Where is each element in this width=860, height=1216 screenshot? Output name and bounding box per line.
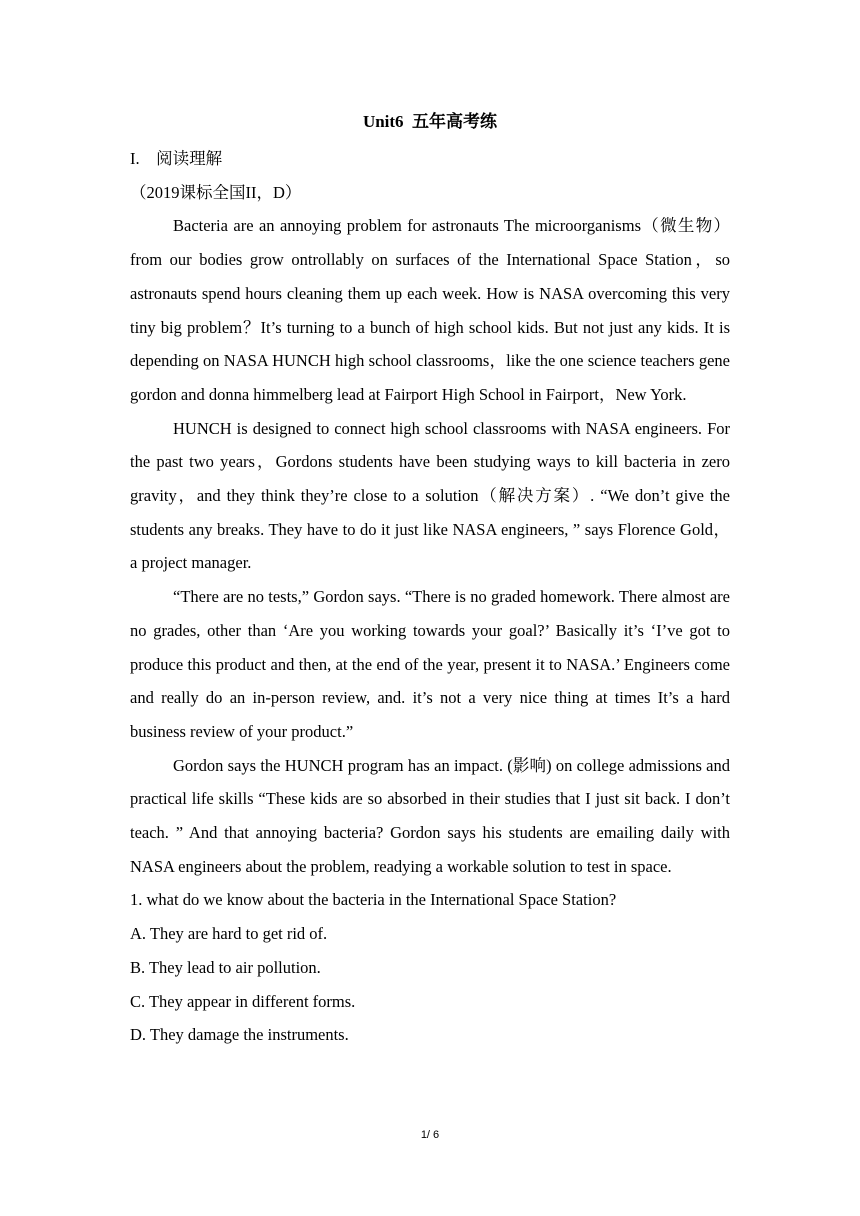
paragraph-1: Bacteria are an annoying problem for astronauts The microorganisms（微生物）from our bodies grow ontrollably on surfaces of the International Space Station，so astronauts spend hours cleaning them up each week. How is NASA overcoming this very tiny big problem？It’s turning to a bunch of high school kids. But not just any kids. It is depending on NASA HUNCH high school classrooms，like the one science teachers gene gordon and donna himmelberg lead at Fairport High School in Fairport，New York.: [130, 216, 730, 404]
option-c: C. They appear in different forms.: [130, 991, 356, 1011]
section-heading: I. 阅读理解: [130, 149, 223, 168]
option-d: D. They damage the instruments.: [130, 1025, 349, 1045]
paragraph-3: “There are no tests,” Gordon says. “There is no graded homework. There almost are no grades, other than ‘Are you working towards your goal?’ Basically it’s ‘I’ve got to produce this product and then, at the end of the year, present it to NASA.’ Engineers come and really do an in-person review, and. it’s not a very nice thing at times It’s a hard business review of your product.”: [130, 587, 730, 741]
document-body: [130, 142, 730, 1052]
option-a: A. They are hard to get rid of.: [130, 924, 328, 944]
question-stem: 1. what do we know about the bacteria in the International Space Station?: [130, 890, 617, 910]
option-b: B. They lead to air pollution.: [130, 957, 321, 977]
page-number: 1/ 6: [420, 1129, 440, 1141]
paragraph-4: Gordon says the HUNCH program has an impact. (影响) on college admissions and practical life skills “These kids are so absorbed in their studies that I just sit back. I don’t teach. ” And that annoying bacteria? Gordon says his students are emailing daily with NASA engineers about the problem, readying a workable solution to test in space.: [130, 755, 730, 876]
paragraph-2: HUNCH is designed to connect high school classrooms with NASA engineers. For the past two years，Gordons students have been studying ways to kill bacteria in zero gravity，and they think they’re close to a solution（解决方案）. “We don’t give the students any breaks. They have to do it just like NASA engineers, ” says Florence Gold，a project manager.: [130, 418, 730, 573]
source-note: （2019课标全国II，D）: [130, 182, 302, 202]
page-title: Unit6 五年高考练: [362, 112, 498, 131]
